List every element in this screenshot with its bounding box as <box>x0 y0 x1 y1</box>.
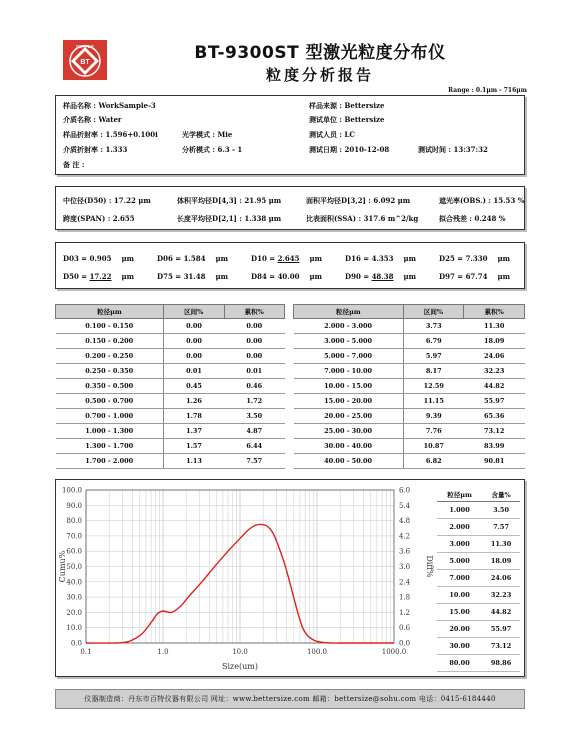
d-value-unit: μm <box>215 272 229 281</box>
analysis-mode: 分析模式 : 6.3 - 1 <box>182 145 243 154</box>
medium-refractive-index: 介质折射率 : 1.333 <box>63 145 128 154</box>
d-value-label: D06 = <box>157 254 184 263</box>
col-header-interval: 区间% <box>403 305 464 319</box>
table-cell: 0.01 <box>163 364 224 379</box>
table-cell: 24.06 <box>482 570 520 587</box>
y2-tick-label: 3.6 <box>399 547 411 556</box>
table-cell: 83.99 <box>464 439 525 454</box>
table-cell: 1.13 <box>163 454 224 469</box>
d-value-label: D97 = <box>439 272 466 281</box>
d-value-item <box>345 272 416 281</box>
optical-mode: 光学模式 : Mie <box>182 130 233 139</box>
table-cell: 0.350 - 0.500 <box>56 379 164 394</box>
table-cell: 0.01 <box>224 364 285 379</box>
d-value-item <box>157 272 228 281</box>
operator: 测试人员 : LC <box>309 130 355 139</box>
svg-text:BETTER: BETTER <box>76 44 94 49</box>
table-cell: 12.59 <box>403 379 464 394</box>
table-cell: 6.79 <box>403 334 464 349</box>
x-axis-label: Size(um) <box>222 662 258 671</box>
table-cell: 11.30 <box>464 319 525 334</box>
table-row <box>294 334 525 349</box>
x-tick-label: 1.0 <box>157 648 169 656</box>
d-value-unit: μm <box>215 254 229 263</box>
table-cell: 80.00 <box>437 655 482 672</box>
table-cell: 73.12 <box>482 638 520 655</box>
table-cell: 0.250 - 0.350 <box>56 364 164 379</box>
table-cell: 6.44 <box>224 439 285 454</box>
d-value-item <box>251 254 322 263</box>
table-cell: 5.97 <box>403 349 464 364</box>
table-cell: 4.87 <box>224 424 285 439</box>
size-table-right <box>293 304 525 469</box>
area-mean-d32: 面积平均径D[3,2] : 6.092 μm <box>306 196 411 205</box>
table-cell: 3.50 <box>224 409 285 424</box>
x-tick-label: 100.0 <box>306 648 328 656</box>
company-logo <box>63 40 107 80</box>
y2-tick-label: 0.6 <box>399 624 411 633</box>
table-cell: 10.00 <box>437 587 482 604</box>
size-table-left <box>55 304 285 469</box>
chart-panel <box>55 479 525 677</box>
table-cell: 0.00 <box>224 349 285 364</box>
table-cell: 0.00 <box>224 319 285 334</box>
y2-tick-label: 2.4 <box>399 578 411 587</box>
table-cell: 1.37 <box>163 424 224 439</box>
table-cell: 32.23 <box>482 587 520 604</box>
d-value-label: D50 = <box>63 272 90 281</box>
table-cell: 1.000 <box>437 502 482 519</box>
cumulative-side-table <box>437 488 520 672</box>
y-tick-label: 10.0 <box>66 624 82 633</box>
table-row <box>56 394 285 409</box>
d-value-number: 48.38 <box>371 272 394 281</box>
table-cell: 0.00 <box>163 334 224 349</box>
table-cell: 44.82 <box>464 379 525 394</box>
table-cell: 0.700 - 1.000 <box>56 409 164 424</box>
y-tick-label: 0.0 <box>70 639 82 648</box>
table-cell: 20.00 - 25.00 <box>294 409 404 424</box>
col-header-cumulative: 累积% <box>224 305 285 319</box>
y-tick-label: 60.0 <box>66 547 82 556</box>
sample-info-panel <box>55 95 525 175</box>
test-time: 测试时间 : 13:37:32 <box>418 145 488 154</box>
d-values-panel <box>55 242 525 289</box>
d-value-unit: μm <box>309 272 323 281</box>
y2-tick-label: 4.2 <box>399 532 411 541</box>
table-cell: 18.09 <box>482 553 520 570</box>
y2-tick-label: 1.2 <box>399 608 411 617</box>
table-cell: 0.00 <box>224 334 285 349</box>
table-cell: 0.150 - 0.200 <box>56 334 164 349</box>
table-row <box>437 604 520 621</box>
table-cell: 3.000 - 5.000 <box>294 334 404 349</box>
table-cell: 55.97 <box>464 394 525 409</box>
table-cell: 20.00 <box>437 621 482 638</box>
table-cell: 3.50 <box>482 502 520 519</box>
table-row <box>56 379 285 394</box>
table-cell: 7.000 - 10.00 <box>294 364 404 379</box>
table-row <box>437 587 520 604</box>
table-cell: 3.000 <box>437 536 482 553</box>
d-value-number: 1.584 <box>183 254 206 263</box>
y2-tick-label: 0.0 <box>399 639 411 648</box>
col-header-size: 粒径μm <box>294 305 404 319</box>
table-cell: 18.09 <box>464 334 525 349</box>
medium-name: 介质名称 : Water <box>63 115 122 124</box>
col-header-size: 粒径μm <box>56 305 164 319</box>
d-value-unit: μm <box>121 272 135 281</box>
y-tick-label: 80.0 <box>66 517 82 526</box>
table-cell: 1.26 <box>163 394 224 409</box>
table-cell: 2.000 - 3.000 <box>294 319 404 334</box>
table-cell: 0.500 - 0.700 <box>56 394 164 409</box>
table-row <box>437 570 520 587</box>
table-cell: 6.82 <box>403 454 464 469</box>
d-value-unit: μm <box>497 254 511 263</box>
manufacturer-footer: 仪器制造商：丹东市百特仪器有限公司 网址：www.bettersize.com 邮箱：bettersize@sohu.com 电话：0415-6184440 <box>55 689 525 709</box>
remark: 备 注 : <box>63 160 85 169</box>
d-value-unit: μm <box>309 254 323 263</box>
table-cell: 1.300 - 1.700 <box>56 439 164 454</box>
d-value-item <box>345 254 416 263</box>
table-row <box>56 334 285 349</box>
table-cell: 9.39 <box>403 409 464 424</box>
table-cell: 30.00 - 40.00 <box>294 439 404 454</box>
table-cell: 1.000 - 1.300 <box>56 424 164 439</box>
y-tick-label: 40.0 <box>66 578 82 587</box>
d-value-label: D25 = <box>439 254 466 263</box>
d-value-unit: μm <box>403 272 417 281</box>
table-cell: 5.000 <box>437 553 482 570</box>
side-header-content: 含量% <box>482 488 520 502</box>
x-tick-label: 1000.0 <box>381 648 407 656</box>
table-row <box>437 519 520 536</box>
d-value-number: 67.74 <box>465 272 488 281</box>
y2-tick-label: 6.0 <box>399 486 411 495</box>
table-row <box>294 379 525 394</box>
sample-source: 样品来源 : Bettersize <box>309 101 385 110</box>
d-value-unit: μm <box>121 254 135 263</box>
table-cell: 44.82 <box>482 604 520 621</box>
table-row <box>56 364 285 379</box>
d-value-label: D75 = <box>157 272 184 281</box>
d-value-number: 17.22 <box>89 272 112 281</box>
y-axis-label: Cumu% <box>58 550 67 583</box>
y-tick-label: 70.0 <box>66 532 82 541</box>
table-cell: 1.700 - 2.000 <box>56 454 164 469</box>
col-header-interval: 区间% <box>163 305 224 319</box>
svg-text:BT: BT <box>80 59 90 66</box>
table-cell: 0.00 <box>163 349 224 364</box>
d-value-item <box>63 272 134 281</box>
y-tick-label: 30.0 <box>66 593 82 602</box>
table-cell: 55.97 <box>482 621 520 638</box>
table-cell: 7.57 <box>224 454 285 469</box>
y2-axis-label: Diff% <box>425 555 434 578</box>
table-cell: 15.00 <box>437 604 482 621</box>
d-value-unit: μm <box>403 254 417 263</box>
table-row <box>437 638 520 655</box>
d-value-item <box>251 272 322 281</box>
table-row <box>56 409 285 424</box>
table-cell: 0.45 <box>163 379 224 394</box>
table-cell: 1.57 <box>163 439 224 454</box>
d-value-label: D03 = <box>63 254 90 263</box>
y2-tick-label: 4.8 <box>399 517 411 526</box>
d-value-number: 4.353 <box>371 254 394 263</box>
table-row <box>294 394 525 409</box>
table-row <box>56 319 285 334</box>
y2-tick-label: 5.4 <box>399 501 411 510</box>
table-cell: 11.15 <box>403 394 464 409</box>
test-date: 测试日期 : 2010-12-08 <box>309 145 390 154</box>
report-subtitle: 粒度分析报告 <box>265 66 374 84</box>
table-cell: 11.30 <box>482 536 520 553</box>
table-cell: 1.72 <box>224 394 285 409</box>
table-row <box>437 655 520 672</box>
table-row <box>56 439 285 454</box>
specific-surface-area: 比表面积(SSA) : 317.6 m^2/kg <box>306 214 419 223</box>
table-cell: 1.78 <box>163 409 224 424</box>
y-tick-label: 90.0 <box>66 501 82 510</box>
table-cell: 7.76 <box>403 424 464 439</box>
table-row <box>294 409 525 424</box>
d-value-number: 2.645 <box>277 254 300 263</box>
table-cell: 73.12 <box>464 424 525 439</box>
d-value-number: 7.330 <box>465 254 488 263</box>
report-title: BT-9300ST 型激光粒度分布仪 <box>194 43 446 63</box>
table-row <box>437 621 520 638</box>
y2-tick-label: 1.8 <box>399 593 411 602</box>
span: 跨度(SPAN) : 2.655 <box>63 214 135 223</box>
y-tick-label: 20.0 <box>66 608 82 617</box>
table-row <box>437 553 520 570</box>
d-value-label: D84 = <box>251 272 278 281</box>
table-cell: 0.100 - 0.150 <box>56 319 164 334</box>
statistics-panel <box>55 186 525 230</box>
table-row <box>437 536 520 553</box>
d-value-label: D16 = <box>345 254 372 263</box>
distribution-chart <box>56 480 434 676</box>
table-cell: 90.81 <box>464 454 525 469</box>
table-cell: 7.000 <box>437 570 482 587</box>
table-cell: 10.87 <box>403 439 464 454</box>
range-label: Range : 0.1μm - 716μm <box>448 87 527 94</box>
table-cell: 24.06 <box>464 349 525 364</box>
table-cell: 0.46 <box>224 379 285 394</box>
table-cell: 3.73 <box>403 319 464 334</box>
d-value-item <box>439 254 510 263</box>
table-cell: 30.00 <box>437 638 482 655</box>
table-cell: 32.23 <box>464 364 525 379</box>
d-value-label: D10 = <box>251 254 278 263</box>
y2-tick-label: 3.0 <box>399 563 411 571</box>
table-cell: 7.57 <box>482 519 520 536</box>
median-d50: 中位径(D50) : 17.22 μm <box>63 196 151 205</box>
volume-mean-d43: 体积平均径D[4,3] : 21.95 μm <box>177 196 282 205</box>
d-value-unit: μm <box>497 272 511 281</box>
test-unit: 测试单位 : Bettersize <box>309 115 385 124</box>
table-row <box>56 424 285 439</box>
table-cell: 65.36 <box>464 409 525 424</box>
table-cell: 15.00 - 20.00 <box>294 394 404 409</box>
table-cell: 40.00 - 50.00 <box>294 454 404 469</box>
d-value-number: 40.00 <box>277 272 300 281</box>
table-row <box>56 454 285 469</box>
table-row <box>294 454 525 469</box>
table-cell: 5.000 - 7.000 <box>294 349 404 364</box>
length-mean-d21: 长度平均径D[2,1] : 1.338 μm <box>177 214 282 223</box>
table-cell: 2.000 <box>437 519 482 536</box>
table-row <box>294 364 525 379</box>
table-cell: 0.00 <box>163 319 224 334</box>
table-row <box>294 319 525 334</box>
d-value-item <box>439 272 510 281</box>
obscuration: 遮光率(OBS.) : 15.53 % <box>439 196 525 205</box>
fit-residual: 拟合残差 : 0.248 % <box>439 214 506 223</box>
table-cell: 0.200 - 0.250 <box>56 349 164 364</box>
sample-refractive-index: 样品折射率 : 1.596+0.100i <box>63 130 158 139</box>
sample-name: 样品名称 : WorkSample-3 <box>63 101 156 110</box>
y-tick-label: 50.0 <box>66 563 82 571</box>
table-cell: 98.86 <box>482 655 520 672</box>
y-tick-label: 100.0 <box>61 486 82 495</box>
table-row <box>294 424 525 439</box>
table-cell: 25.00 - 30.00 <box>294 424 404 439</box>
d-value-label: D90 = <box>345 272 372 281</box>
col-header-cumulative: 累积% <box>464 305 525 319</box>
x-tick-label: 0.1 <box>80 648 92 656</box>
table-cell: 8.17 <box>403 364 464 379</box>
table-row <box>294 439 525 454</box>
table-row <box>294 349 525 364</box>
side-header-size: 粒径μm <box>437 488 482 502</box>
table-row <box>56 349 285 364</box>
d-value-number: 31.48 <box>183 272 206 281</box>
d-value-item <box>63 254 134 263</box>
d-value-number: 0.905 <box>89 254 112 263</box>
d-value-item <box>157 254 228 263</box>
x-tick-label: 10.0 <box>232 648 248 656</box>
table-cell: 10.00 - 15.00 <box>294 379 404 394</box>
table-row <box>437 502 520 519</box>
